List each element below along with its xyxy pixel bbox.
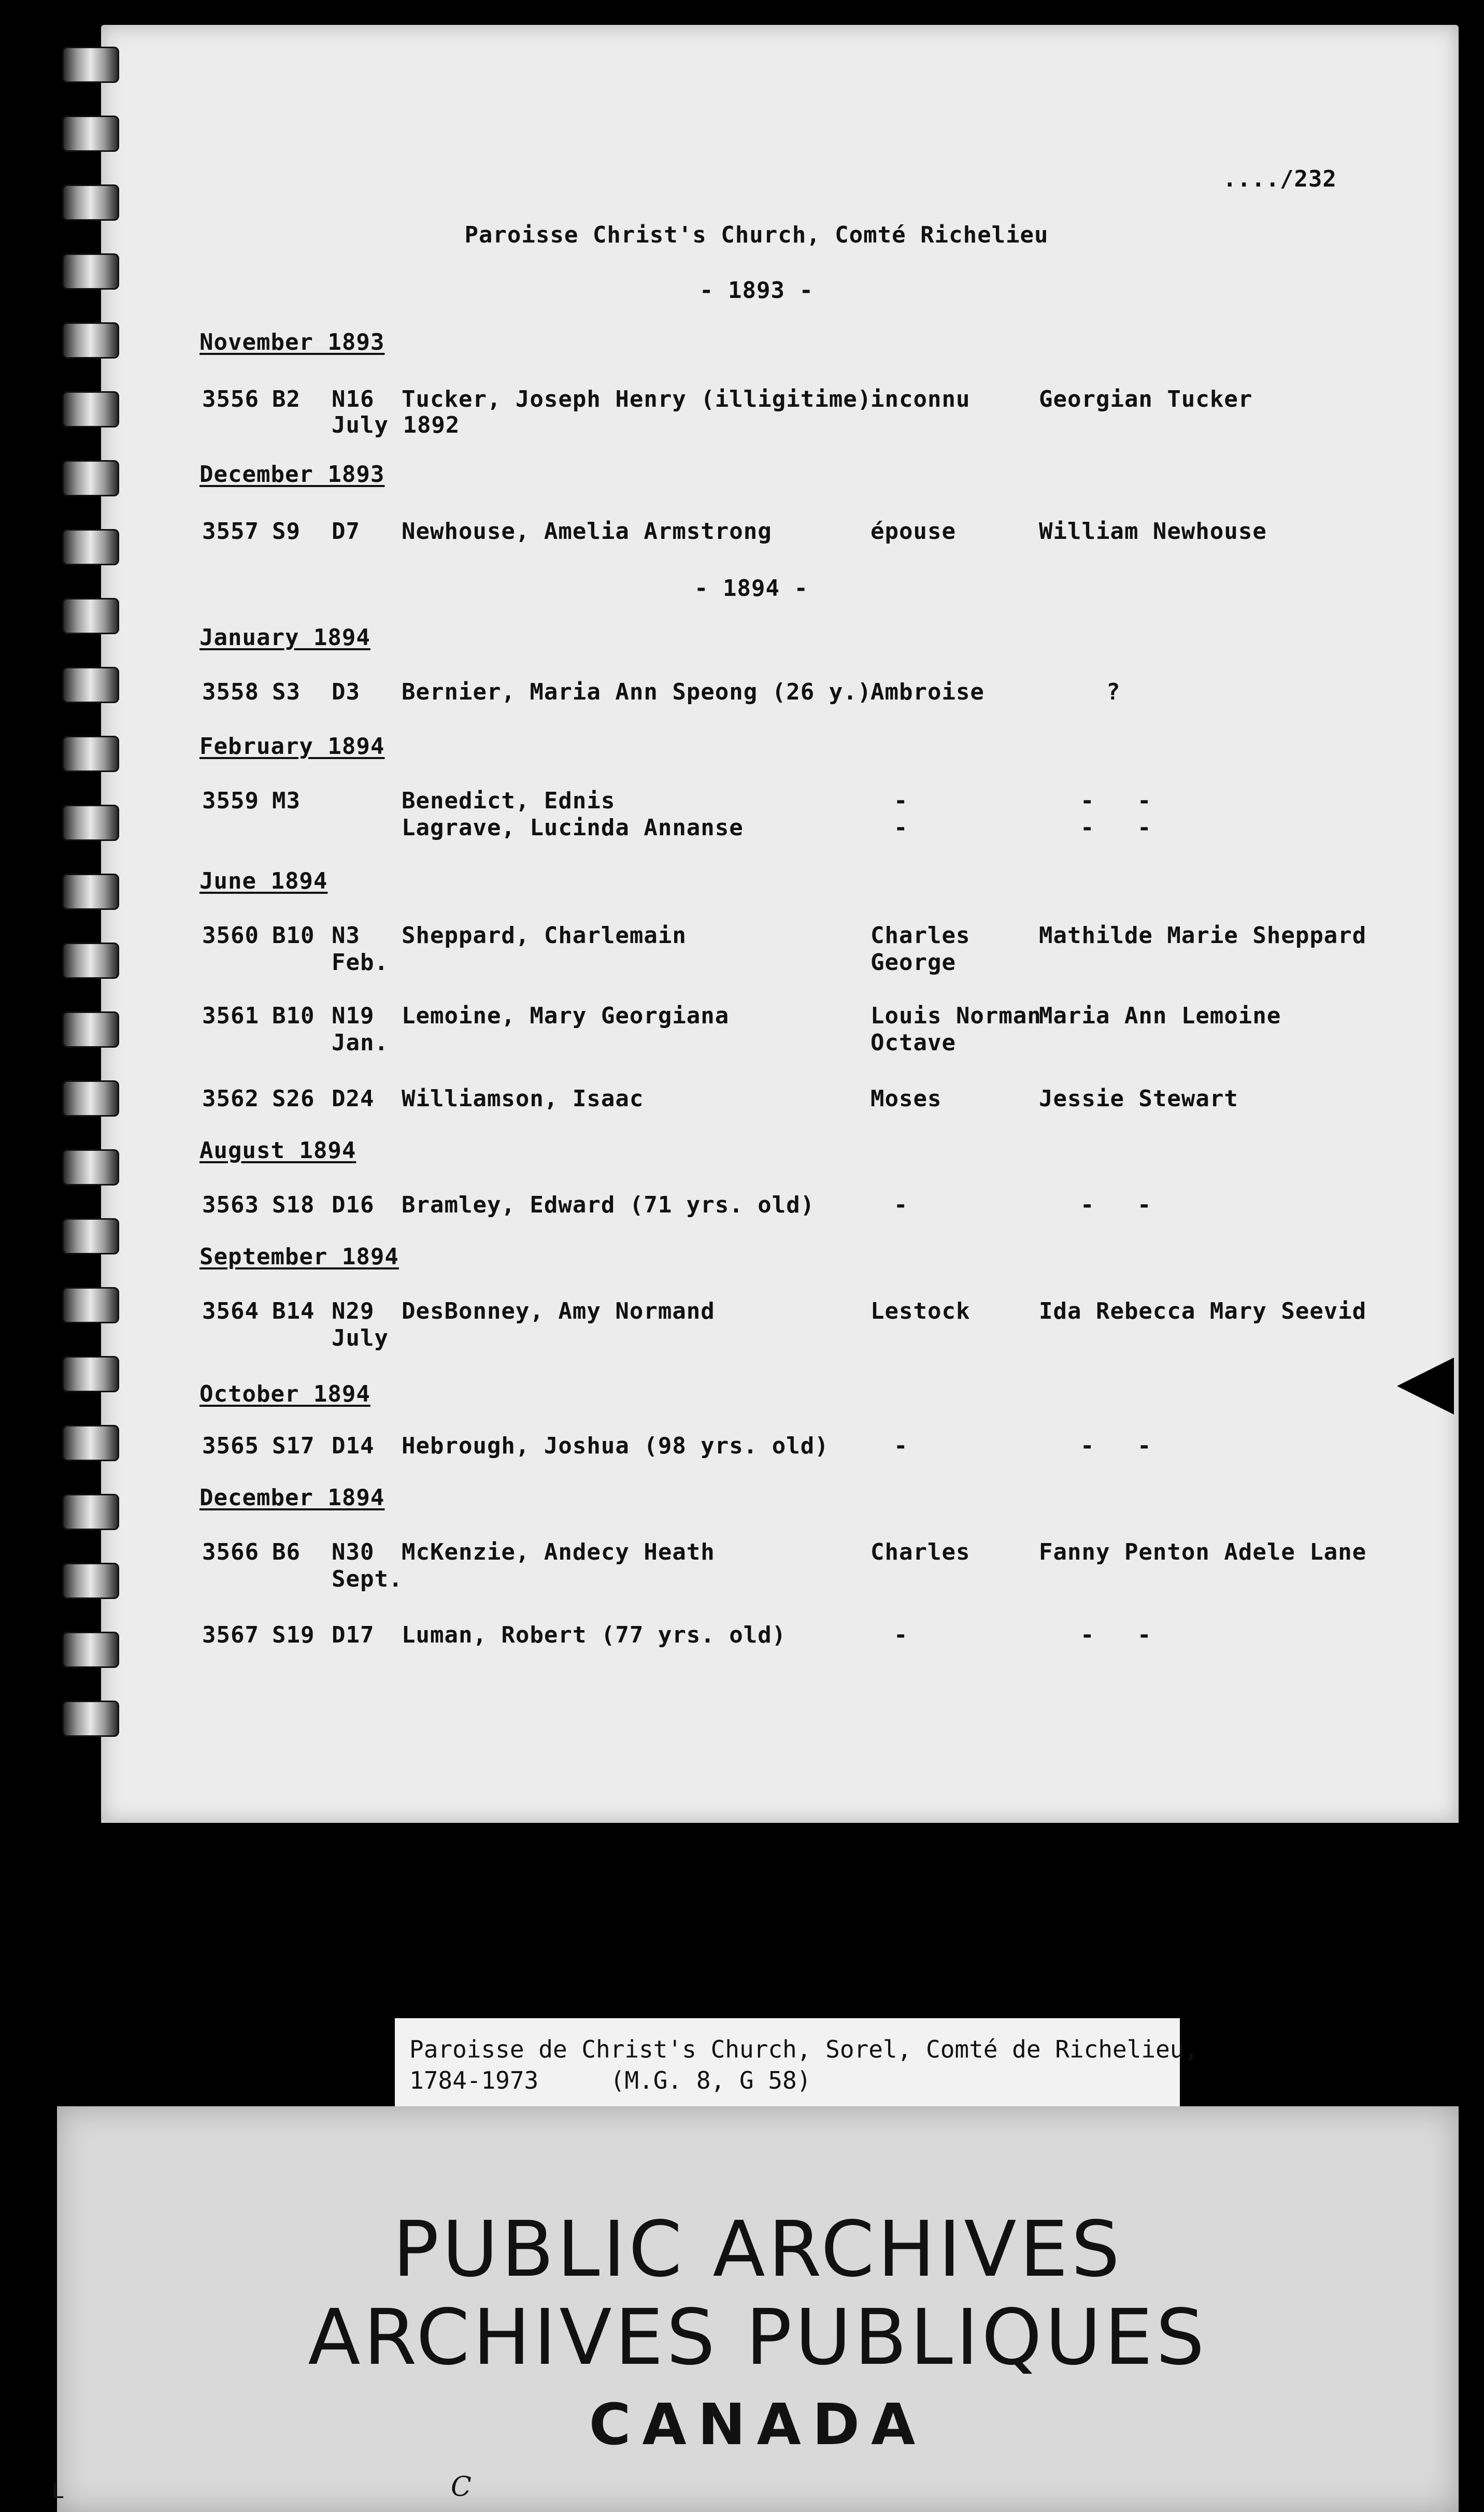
- entry-date-sub: July 1892: [332, 412, 460, 438]
- binding-coil: [62, 736, 119, 772]
- entry-date: D14: [332, 1433, 375, 1459]
- label-line-1: Paroisse de Christ's Church, Sorel, Comté de Richelieu,: [409, 2035, 1199, 2063]
- entry-name: Newhouse, Amelia Armstrong: [402, 518, 772, 545]
- entry-name: Williamson, Isaac: [402, 1086, 644, 1112]
- entry-register: B10: [272, 922, 315, 949]
- entry-father: Moses: [871, 1086, 942, 1112]
- entry-date-sub: Sept.: [332, 1566, 403, 1592]
- entry-name: Tucker, Joseph Henry (illigitime): [402, 386, 872, 412]
- entry-name: Luman, Robert (77 yrs. old): [402, 1622, 787, 1648]
- plate-line-country: CANADA: [589, 2391, 927, 2458]
- month-heading: November 1893: [199, 329, 385, 355]
- binding-coil: [62, 1632, 119, 1668]
- entry-number: 3562: [202, 1086, 259, 1112]
- binding-coil: [62, 1701, 119, 1737]
- entry-mother: - -: [1080, 1192, 1152, 1218]
- archives-plate: [57, 2106, 1459, 2512]
- month-heading: December 1894: [199, 1485, 385, 1511]
- entry-date: N3: [332, 922, 360, 949]
- plate-line-english: PUBLIC ARCHIVES: [392, 2205, 1123, 2294]
- binding-coil: [62, 943, 119, 979]
- catalogue-label: [395, 2018, 1199, 2114]
- binding-coil: [62, 1356, 119, 1392]
- entry-mother: Georgian Tucker: [1039, 386, 1253, 412]
- binding-coil: [62, 391, 119, 427]
- entry-father: épouse: [871, 518, 956, 545]
- binding-coil: [62, 1494, 119, 1530]
- month-heading: August 1894: [199, 1137, 356, 1164]
- binding-coil: [62, 1011, 119, 1048]
- entry-number: 3567: [202, 1622, 259, 1648]
- entry-date-sub: Feb.: [332, 949, 389, 976]
- entry-father: -: [894, 1433, 908, 1459]
- entry-number: 3558: [202, 679, 259, 705]
- plate-line-french: ARCHIVES PUBLIQUES: [308, 2293, 1208, 2382]
- entry-mother: - -: [1080, 1622, 1152, 1648]
- entry-date: N30: [332, 1539, 375, 1565]
- binding-coil: [62, 529, 119, 565]
- entry-number: 3559: [202, 788, 259, 814]
- entry-father-second: Octave: [871, 1030, 956, 1056]
- entry-father: Louis Norman: [871, 1003, 1041, 1029]
- entry-father-second: George: [871, 949, 956, 976]
- binding-coil: [62, 184, 119, 221]
- entry-father: inconnu: [871, 386, 971, 412]
- binding-coil: [62, 322, 119, 359]
- entry-father: -: [894, 788, 908, 814]
- corner-mark-left: L: [52, 2479, 64, 2503]
- entry-name: DesBonney, Amy Normand: [402, 1298, 715, 1324]
- entry-number: 3563: [202, 1192, 259, 1218]
- entry-date: D16: [332, 1192, 375, 1218]
- entry-name: Lemoine, Mary Georgiana: [402, 1003, 730, 1029]
- entry-date-sub: July: [332, 1325, 389, 1351]
- entry-mother: Ida Rebecca Mary Seevid: [1039, 1298, 1367, 1324]
- entry-mother: Fanny Penton Adele Lane: [1039, 1539, 1367, 1565]
- entry-number: 3557: [202, 518, 259, 545]
- entry-father: -: [894, 1622, 908, 1648]
- binding-coil: [62, 1149, 119, 1186]
- entry-register: S17: [272, 1433, 315, 1459]
- page-title: Paroisse Christ's Church, Comté Richelieu: [464, 222, 1049, 248]
- entry-father: Lestock: [871, 1298, 971, 1324]
- year-1894: - 1894 -: [694, 575, 808, 602]
- binding-coil: [62, 874, 119, 910]
- entry-mother: - -: [1080, 788, 1152, 814]
- entry-name: Hebrough, Joshua (98 yrs. old): [402, 1433, 829, 1459]
- entry-mother: William Newhouse: [1039, 518, 1267, 545]
- page-notch: [1397, 1358, 1454, 1415]
- entry-date: N16: [332, 386, 375, 412]
- entry-mother: - -: [1080, 1433, 1152, 1459]
- entry-mother: Mathilde Marie Sheppard: [1039, 922, 1367, 949]
- binding-coil: [62, 1080, 119, 1117]
- month-heading: June 1894: [199, 868, 328, 894]
- entry-father: Charles: [871, 1539, 971, 1565]
- entry-mother: Maria Ann Lemoine: [1039, 1003, 1281, 1029]
- binding-coil: [62, 667, 119, 703]
- entry-number: 3564: [202, 1298, 259, 1324]
- entry-father-second: -: [894, 815, 908, 841]
- binding-coil: [62, 116, 119, 152]
- entry-date-sub: Jan.: [332, 1030, 389, 1056]
- entry-date: D7: [332, 518, 360, 545]
- binding-coil: [62, 47, 119, 83]
- label-line-2: 1784-1973 (M.G. 8, G 58): [409, 2066, 811, 2094]
- binding-coil: [62, 805, 119, 841]
- entry-father: -: [894, 1192, 908, 1218]
- entry-date: N19: [332, 1003, 375, 1029]
- entry-name: Bramley, Edward (71 yrs. old): [402, 1192, 815, 1218]
- entry-name: Benedict, Ednis: [402, 788, 616, 814]
- month-heading: September 1894: [199, 1244, 399, 1270]
- entry-register: B6: [272, 1539, 301, 1565]
- entry-mother: ?: [1106, 679, 1121, 705]
- binding-coil: [62, 253, 119, 290]
- binding-coil: [62, 598, 119, 634]
- month-heading: February 1894: [199, 733, 385, 760]
- entry-name: Bernier, Maria Ann Speong (26 y.): [402, 679, 872, 705]
- entry-number: 3556: [202, 386, 259, 412]
- entry-register: B14: [272, 1298, 315, 1324]
- entry-register: S19: [272, 1622, 315, 1648]
- corner-mark-center: C: [451, 2472, 472, 2503]
- entry-register: S9: [272, 518, 301, 545]
- entry-father: Ambroise: [871, 679, 984, 705]
- entry-date: D17: [332, 1622, 375, 1648]
- entry-register: B2: [272, 386, 301, 412]
- entry-register: M3: [272, 788, 301, 814]
- entry-date: N29: [332, 1298, 375, 1324]
- entry-register: S3: [272, 679, 301, 705]
- binding-coil: [62, 1563, 119, 1599]
- month-heading: January 1894: [199, 624, 370, 651]
- entry-number: 3561: [202, 1003, 259, 1029]
- entry-number: 3560: [202, 922, 259, 949]
- binding-coil: [62, 1218, 119, 1254]
- entry-mother-second: - -: [1080, 815, 1152, 841]
- page-reference: ..../232: [1223, 166, 1337, 192]
- entry-date: D3: [332, 679, 360, 705]
- entry-mother: Jessie Stewart: [1039, 1086, 1238, 1112]
- entry-name: Sheppard, Charlemain: [402, 922, 687, 949]
- entry-register: S26: [272, 1086, 315, 1112]
- binding-coil: [62, 1425, 119, 1461]
- entry-date: D24: [332, 1086, 375, 1112]
- year-1893: - 1893 -: [700, 277, 814, 304]
- entry-name: McKenzie, Andecy Heath: [402, 1539, 715, 1565]
- binding-coil: [62, 460, 119, 496]
- entry-father: Charles: [871, 922, 971, 949]
- spiral-binding: [62, 47, 119, 1772]
- entry-number: 3566: [202, 1539, 259, 1565]
- month-heading: December 1893: [199, 461, 385, 488]
- entry-number: 3565: [202, 1433, 259, 1459]
- binding-coil: [62, 1287, 119, 1323]
- entry-register: B10: [272, 1003, 315, 1029]
- entry-register: S18: [272, 1192, 315, 1218]
- month-heading: October 1894: [199, 1381, 370, 1407]
- entry-name-second: Lagrave, Lucinda Annanse: [402, 815, 744, 841]
